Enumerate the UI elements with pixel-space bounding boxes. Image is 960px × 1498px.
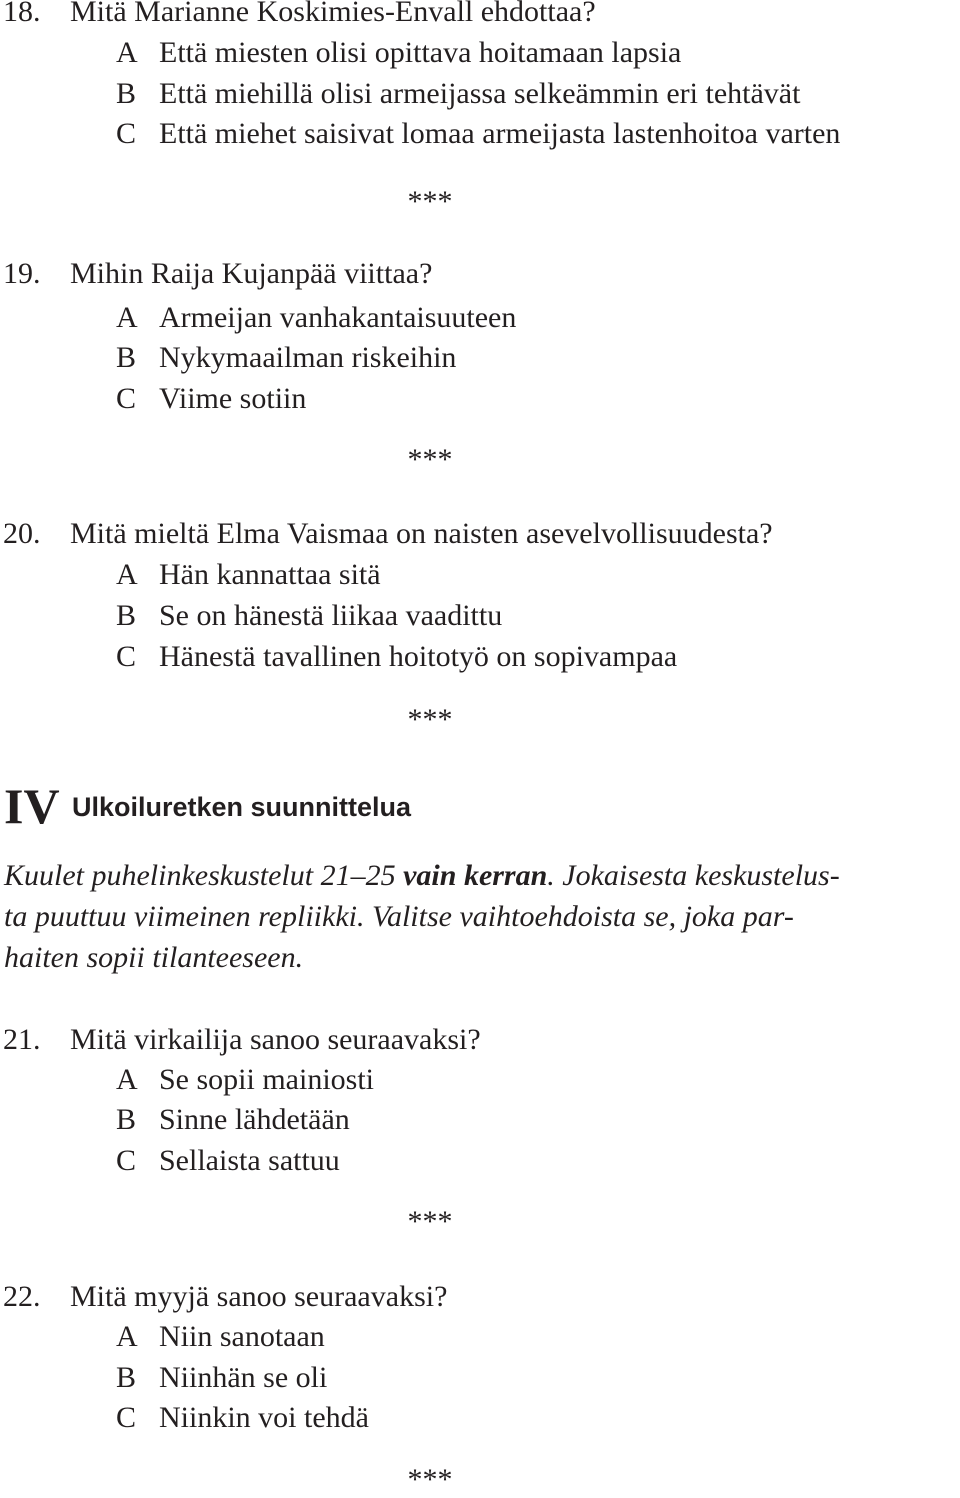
instruction-line: ta puuttuu viimeinen repliikki. Valitse vaihtoehdoista se, joka par- (4, 900, 794, 933)
instruction-line: haiten sopii tilanteeseen. (4, 941, 304, 974)
option-letter: B (116, 1103, 137, 1136)
option-text: Niinkin voi tehdä (159, 1401, 369, 1434)
option-letter: C (116, 117, 137, 150)
separator: *** (407, 1463, 453, 1496)
emphasis: vain kerran (403, 859, 548, 892)
section-title: Ulkoiluretken suunnittelua (72, 792, 412, 822)
option-text: Että miesten olisi opittava hoitamaan lapsia (159, 36, 682, 69)
question-number: 22. (3, 1280, 41, 1313)
option-text: Sinne lähdetään (159, 1103, 350, 1136)
option-letter: B (116, 341, 137, 374)
option-text: Että miehillä olisi armeijassa selkeämmin eri tehtävät (159, 77, 801, 110)
question-text: Mihin Raija Kujanpää viittaa? (70, 257, 433, 290)
option-text: Se sopii mainiosti (159, 1063, 375, 1096)
option-text: Sellaista sattuu (159, 1144, 340, 1177)
question-text: Mitä virkailija sanoo seuraavaksi? (70, 1023, 481, 1056)
option-letter: A (116, 36, 138, 69)
option-letter: B (116, 1361, 137, 1394)
question-text: Mitä myyjä sanoo seuraavaksi? (70, 1280, 448, 1313)
option-letter: C (116, 382, 137, 415)
option-letter: C (116, 1401, 137, 1434)
separator: *** (407, 185, 453, 218)
option-letter: B (116, 599, 137, 632)
question-number: 18. (3, 0, 41, 28)
option-text: Niinhän se oli (159, 1361, 328, 1394)
separator: *** (407, 443, 453, 476)
option-text: Nykymaailman riskeihin (159, 341, 457, 374)
question-text: Mitä Marianne Koskimies-Envall ehdottaa? (70, 0, 596, 28)
option-text: Hän kannattaa sitä (159, 558, 381, 591)
option-text: Armeijan vanhakantaisuuteen (159, 301, 517, 334)
question-text: Mitä mieltä Elma Vaismaa on naisten asevelvollisuudesta? (70, 517, 773, 550)
option-letter: A (116, 558, 138, 591)
option-letter: A (116, 1320, 138, 1353)
question-number: 20. (3, 517, 41, 550)
option-letter: A (116, 1063, 138, 1096)
option-letter: A (116, 301, 138, 334)
option-text: Niin sanotaan (159, 1320, 325, 1353)
option-text: Että miehet saisivat lomaa armeijasta lastenhoitoa varten (159, 117, 841, 150)
option-letter: C (116, 640, 137, 673)
separator: *** (407, 703, 453, 736)
question-number: 21. (3, 1023, 41, 1056)
option-text: Hänestä tavallinen hoitotyö on sopivampaa (159, 640, 678, 673)
question-number: 19. (3, 257, 41, 290)
option-letter: B (116, 77, 137, 110)
instruction-line: Kuulet puhelinkeskustelut 21–25 vain kerran. Jokaisesta keskustelus- (4, 859, 840, 892)
option-letter: C (116, 1144, 137, 1177)
option-text: Se on hänestä liikaa vaadittu (159, 599, 503, 632)
section-number: IV (4, 778, 60, 834)
option-text: Viime sotiin (159, 382, 307, 415)
separator: *** (407, 1205, 453, 1238)
